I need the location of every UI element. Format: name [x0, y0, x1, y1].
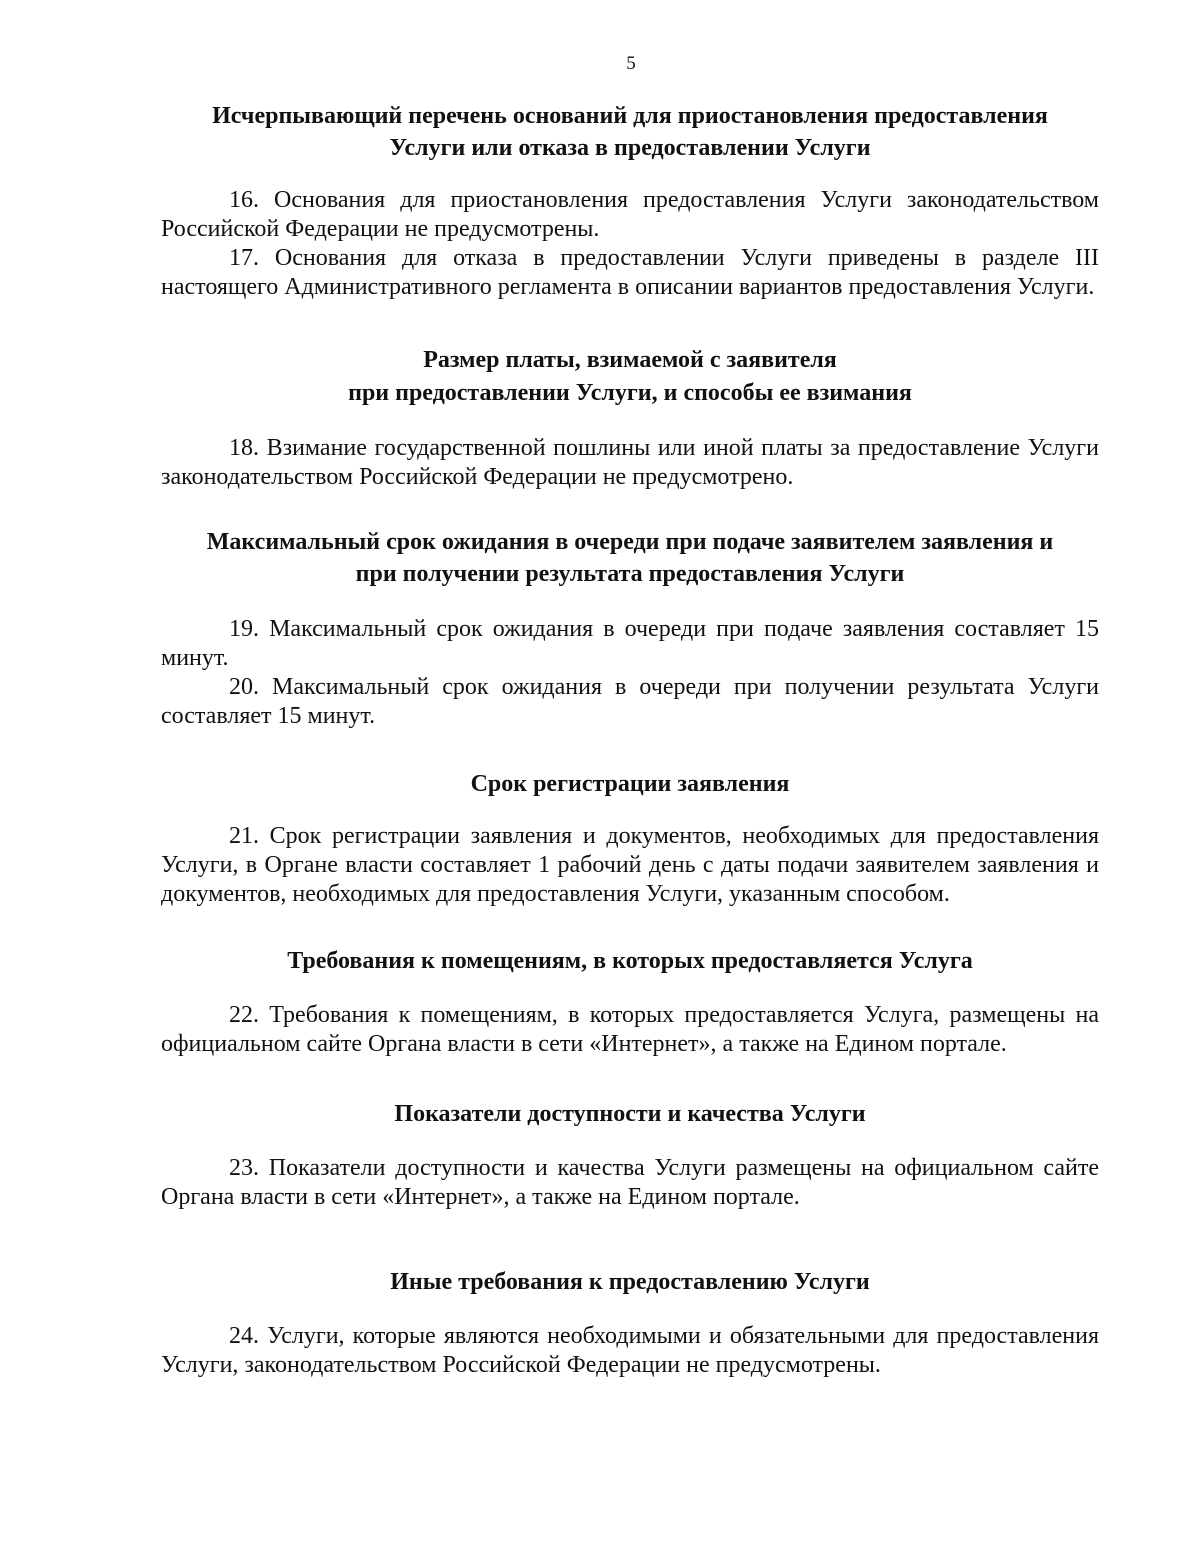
heading-line: Исчерпывающий перечень оснований для приостановления предоставления: [212, 103, 1048, 129]
section-heading: [161, 526, 1099, 590]
heading-line: Иные требования к предоставлению Услуги: [390, 1269, 870, 1295]
paragraph-22: 22. Требования к помещениям, в которых предоставляется Услуга, размещены на официальном сайте Органа власти в сети «Интернет», а также на Едином портале.: [161, 1002, 1099, 1057]
heading-line: при получении результата предоставления Услуги: [355, 561, 905, 587]
section-heading: [161, 1266, 1099, 1298]
section-heading: [161, 344, 1099, 410]
heading-line: Услуги или отказа в предоставлении Услуги: [389, 135, 871, 161]
paragraph-23: 23. Показатели доступности и качества Услуги размещены на официальном сайте Органа власти в сети «Интернет», а также на Едином портале.: [161, 1155, 1099, 1210]
section-heading: [161, 945, 1099, 977]
page-number: 5: [626, 53, 636, 74]
section-queue-time: [161, 526, 1099, 731]
document-body: [161, 100, 1099, 1380]
paragraph-16: 16. Основания для приостановления предоставления Услуги законодательством Российской Федерации не предусмотрены.: [161, 187, 1099, 242]
section-heading: [161, 1098, 1099, 1130]
section-premises-requirements: [161, 945, 1099, 1059]
heading-line: при предоставлении Услуги, и способы ее взимания: [348, 380, 912, 406]
paragraph-24: 24. Услуги, которые являются необходимыми и обязательными для предоставления Услуги, законодательством Российской Федерации не предусмотрены.: [161, 1323, 1099, 1378]
section-heading: [161, 100, 1099, 164]
heading-line: Максимальный срок ожидания в очереди при подаче заявителем заявления и: [206, 529, 1054, 555]
paragraph-21: 21. Срок регистрации заявления и документов, необходимых для предоставления Услуги, в Органе власти составляет 1 рабочий день с даты подачи заявителем заявления и документов, необходимых для предоставления Услуги, указанным способом.: [161, 823, 1099, 907]
section-heading: [161, 768, 1099, 800]
section-suspension-grounds: [161, 100, 1099, 302]
section-quality-indicators: [161, 1098, 1099, 1212]
section-other-requirements: [161, 1266, 1099, 1380]
section-registration-term: [161, 768, 1099, 909]
heading-line: Требования к помещениям, в которых предоставляется Услуга: [287, 948, 973, 974]
heading-line: Размер платы, взимаемой с заявителя: [423, 347, 837, 373]
heading-line: Срок регистрации заявления: [470, 771, 790, 797]
paragraph-18: 18. Взимание государственной пошлины или иной платы за предоставление Услуги законодательством Российской Федерации не предусмотрено.: [161, 435, 1099, 490]
section-fee: [161, 344, 1099, 492]
paragraph-19: 19. Максимальный срок ожидания в очереди при подаче заявления составляет 15 минут.: [161, 616, 1099, 671]
heading-line: Показатели доступности и качества Услуги: [394, 1101, 866, 1127]
paragraph-20: 20. Максимальный срок ожидания в очереди при получении результата Услуги составляет 15 минут.: [161, 674, 1099, 729]
paragraph-17: 17. Основания для отказа в предоставлении Услуги приведены в разделе III настоящего Административного регламента в описании вариантов предоставления Услуги.: [161, 245, 1099, 300]
